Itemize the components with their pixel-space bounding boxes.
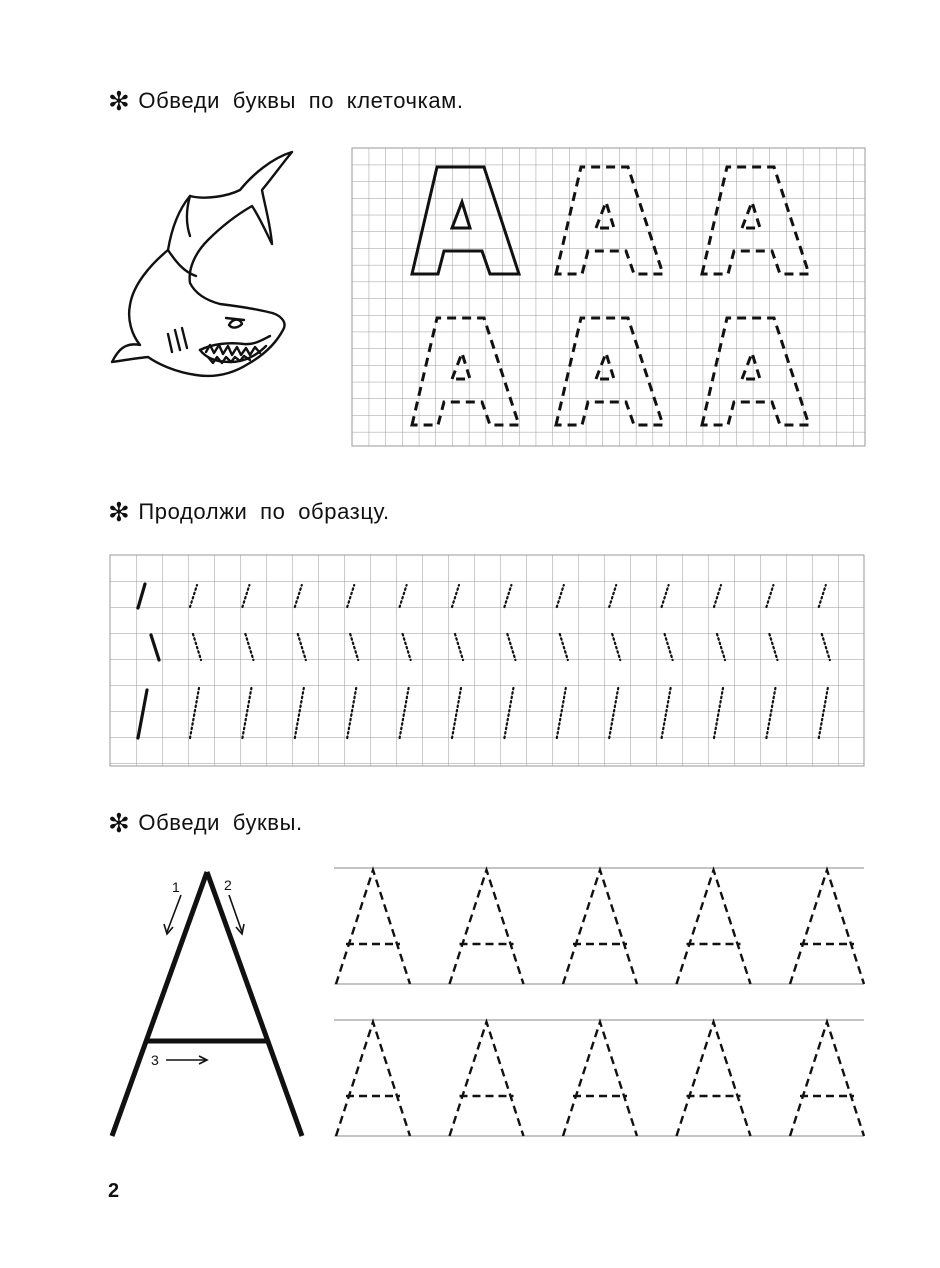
trace-letter-rows [336, 870, 864, 1136]
dashed-trace-letter-a [790, 1022, 864, 1136]
dashed-trace-letter-a [563, 870, 637, 984]
instruction-text: Обведи буквы по клеточкам. [138, 88, 464, 113]
dashed-trace-letter-a [563, 1022, 637, 1136]
instruction-text: Обведи буквы. [138, 810, 303, 835]
instruction-text: Продолжи по образцу. [138, 499, 390, 524]
arrow-1 [167, 895, 181, 932]
dashed-trace-letter-a [450, 1022, 524, 1136]
star-bullet-icon: ✻ [108, 497, 131, 527]
shark-icon [112, 152, 292, 376]
step-number-1: 1 [172, 879, 180, 895]
arrow-2 [229, 895, 242, 932]
step-number-3: 3 [151, 1052, 159, 1068]
dashed-trace-letter-a [336, 1022, 410, 1136]
page-number: 2 [108, 1180, 120, 1202]
dashed-trace-letter-a [790, 870, 864, 984]
stroke-order-letter [112, 872, 302, 1136]
step-number-2: 2 [224, 877, 232, 893]
cell-grid-strokes [110, 555, 864, 766]
dashed-trace-letter-a [677, 1022, 751, 1136]
dashed-trace-letter-a [677, 870, 751, 984]
dashed-trace-letter-a [336, 870, 410, 984]
star-bullet-icon: ✻ [108, 808, 131, 838]
star-bullet-icon: ✻ [108, 86, 131, 116]
cell-grid-letters [352, 148, 865, 446]
dashed-trace-letter-a [450, 870, 524, 984]
